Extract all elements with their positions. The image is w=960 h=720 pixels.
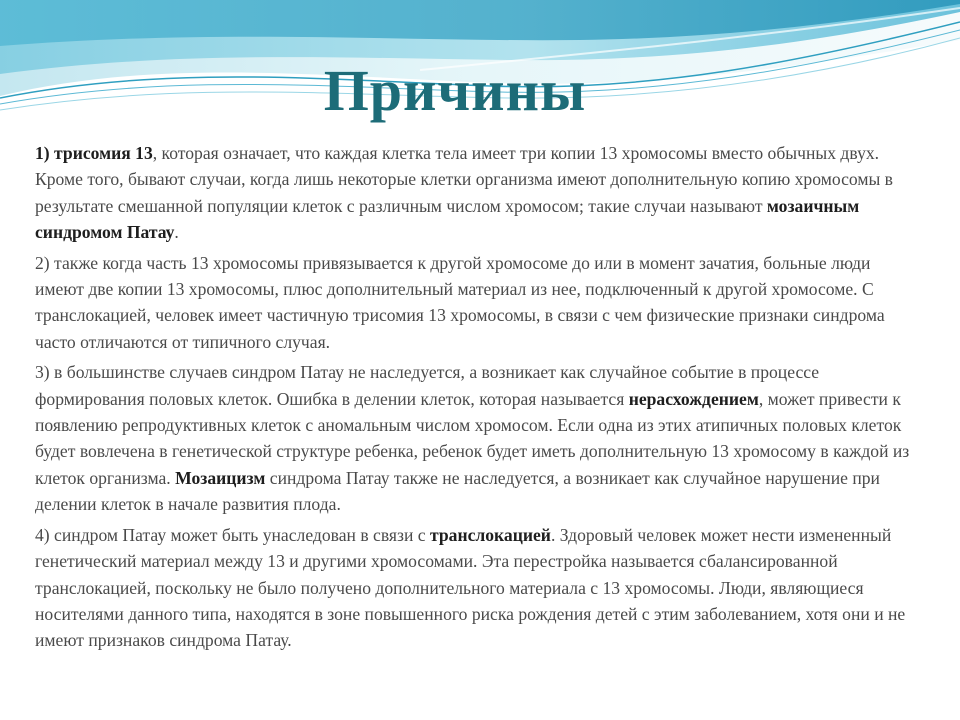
term-mosaicism: Мозаицизм [175, 467, 266, 488]
paragraph-text: 4) синдром Патау может быть унаследован в связи с [35, 524, 430, 545]
term-nondisjunction: нерасхождением [628, 388, 759, 409]
paragraph-text: , может привести к появлению репродуктивных клеток с аномальным числом хромосом. Если одна из этих атипичных половых клеток будет вовлечена в генетической структуре ребенка, ребенок будет иметь дополнительную 13 хромосому в каждой из клеток организма. [35, 388, 910, 488]
slide-body [35, 140, 915, 658]
slide-title: Причины [323, 58, 587, 123]
paragraph-text: 2) также когда часть 13 хромосомы привязывается к другой хромосоме до или в момент зачатия, больные люди имеют две копии 13 хромосомы, плюс дополнительный материал из нее, подключенный к другой хромосоме. С транслокацией, человек имеет частичную трисомия 13 хромосомы, в связи с чем физические признаки синдрома часто отличаются от типичного случая. [35, 252, 885, 352]
term-translocation: транслокацией [430, 524, 551, 545]
paragraph-4 [35, 522, 915, 654]
paragraph-text: 3) в большинстве случаев синдром Патау не наследуется, а возникает как случайное событие в процессе формирования половых клеток. Ошибка в делении клеток, которая называется [35, 362, 820, 409]
paragraph-1 [35, 140, 915, 246]
paragraph-text: , которая означает, что каждая клетка тела имеет три копии 13 хромосомы вместо обычных двух. Кроме того, бывают случаи, когда лишь некоторые клетки организма имеют дополнительную копию хромосомы в результате смешанной популяции клеток с различным числом хромосом; такие случаи называют [35, 143, 893, 216]
paragraph-3 [35, 359, 915, 517]
term-mosaic-patau: мозаичным синдромом Патау [35, 195, 860, 243]
term-trisomy-13: 1) трисомия 13 [35, 143, 153, 163]
paragraph-text: . [174, 222, 179, 243]
paragraph-text: . Здоровый человек может нести измененный генетический материал между 13 и другими хромосомами. Эта перестройка называется сбалансированной транслокацией, поскольку не было получено дополнительного материала с 13 хромосомы. Люди, являющиеся носителями данного типа, находятся в зоне повышенного риска рождения детей с этим заболеванием, хотя они и не имеют признаков синдрома Патау. [35, 524, 906, 651]
paragraph-2 [35, 250, 915, 356]
paragraph-text: синдрома Патау также не наследуется, а возникает как случайное нарушение при делении клеток в начале развития плода. [35, 467, 880, 515]
